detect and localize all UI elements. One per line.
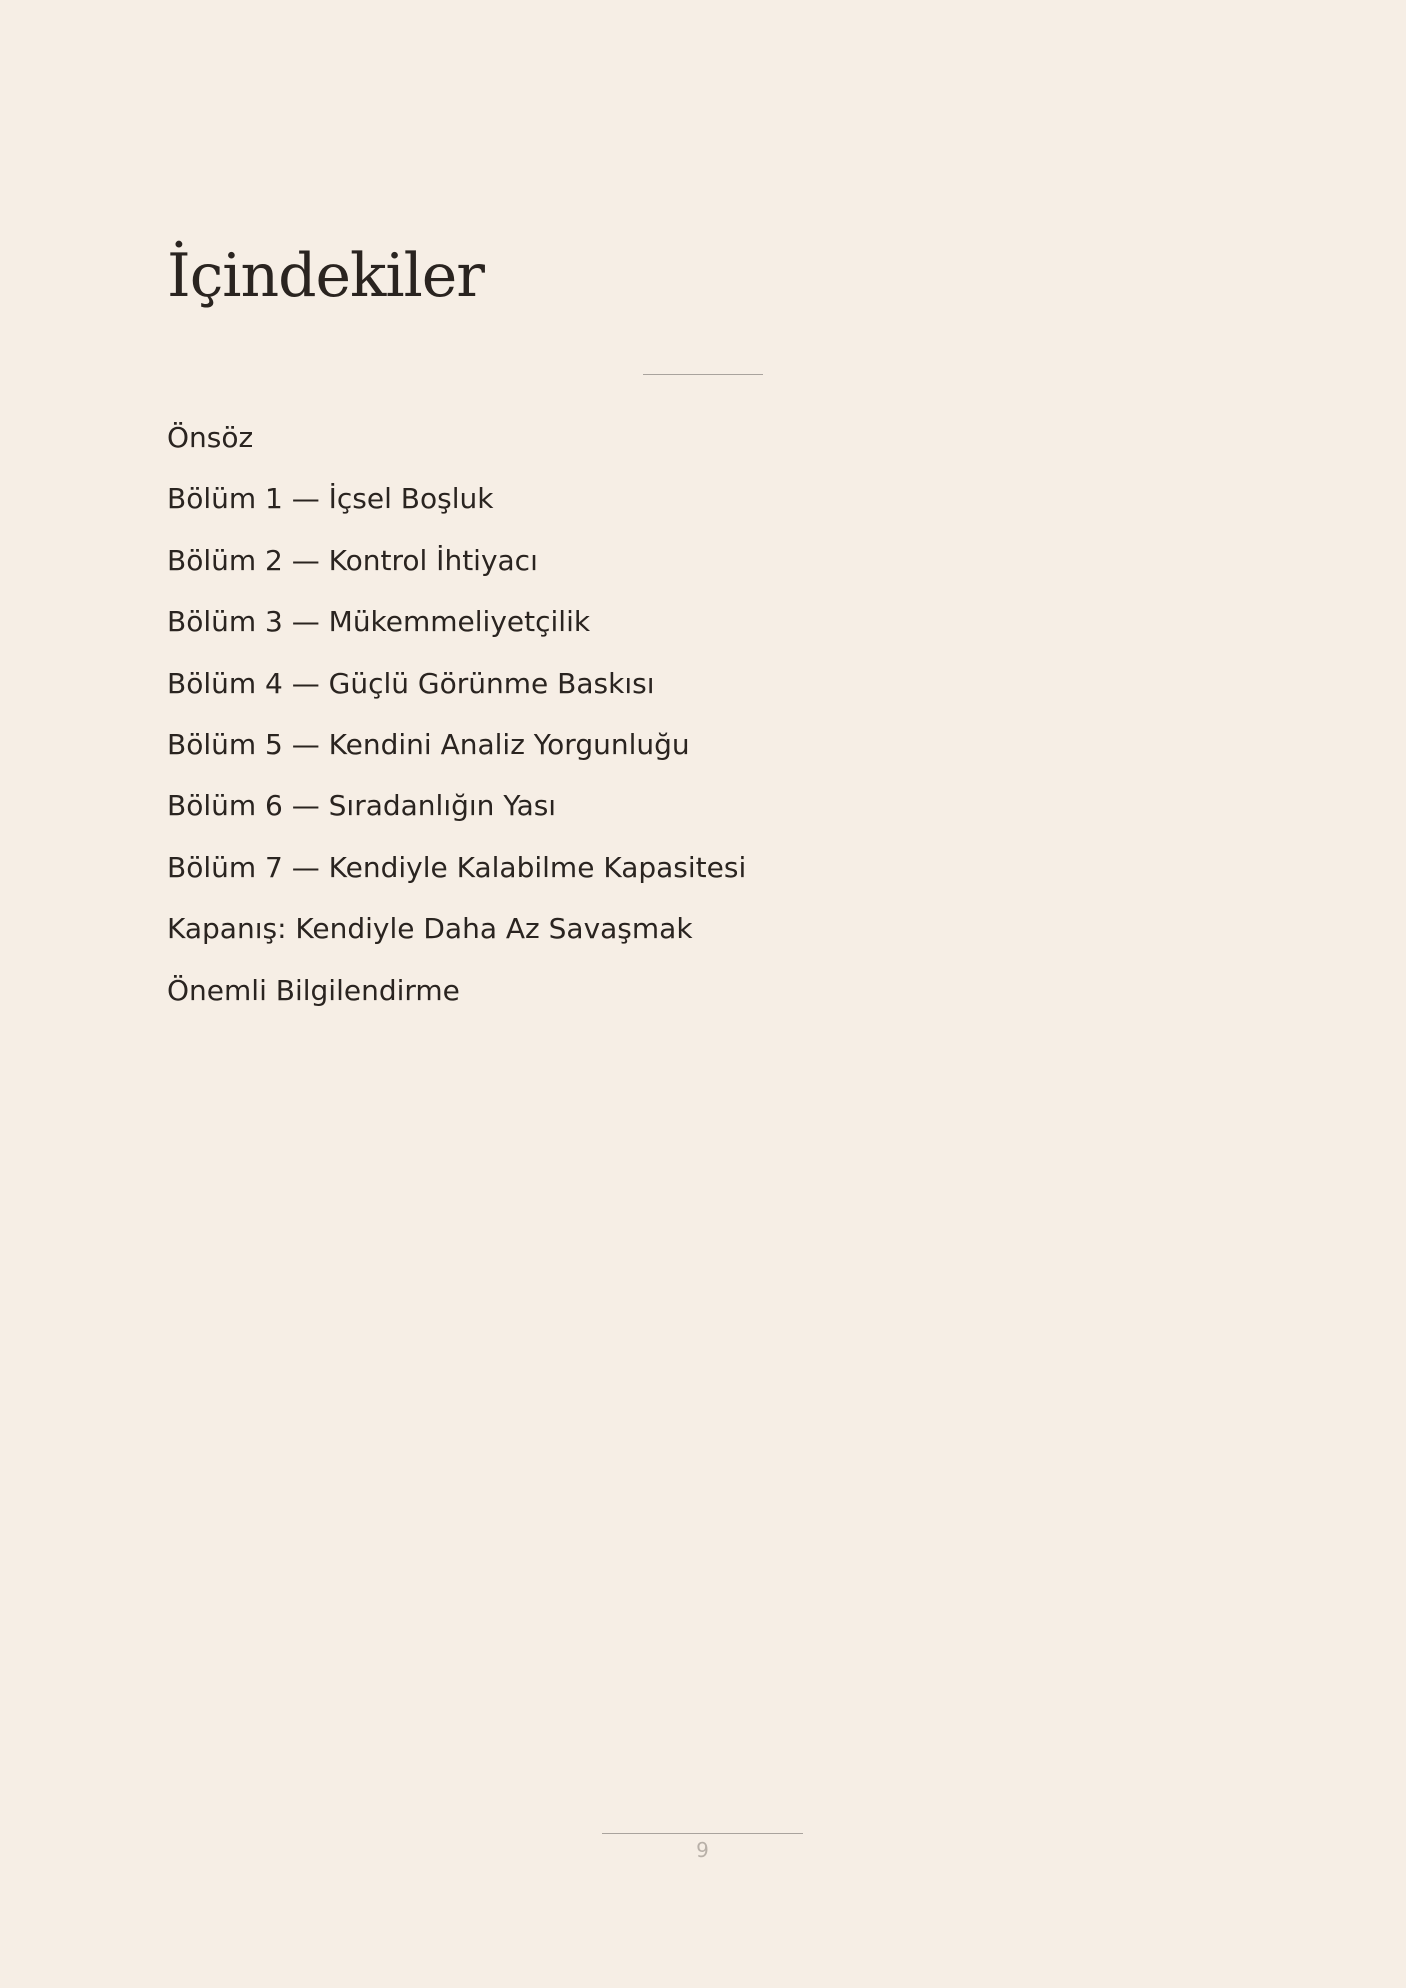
title-divider — [643, 374, 763, 375]
toc-item-chapter-7[interactable]: Bölüm 7 — Kendiyle Kalabilme Kapasitesi — [167, 850, 747, 884]
toc-item-closing[interactable]: Kapanış: Kendiyle Daha Az Savaşmak — [167, 912, 693, 946]
toc-item-important-notice[interactable]: Önemli Bilgilendirme — [167, 973, 460, 1007]
table-of-contents — [167, 420, 746, 1034]
toc-item-chapter-1[interactable]: Bölüm 1 — İçsel Boşluk — [167, 482, 494, 516]
toc-item-preface[interactable]: Önsöz — [167, 421, 254, 454]
footer-divider — [602, 1833, 803, 1834]
toc-item-chapter-4[interactable]: Bölüm 4 — Güçlü Görünme Baskısı — [167, 666, 655, 700]
page-number: 9 — [696, 1838, 709, 1862]
toc-item-chapter-3[interactable]: Bölüm 3 — Mükemmeliyetçilik — [167, 605, 591, 639]
toc-item-chapter-6[interactable]: Bölüm 6 — Sıradanlığın Yası — [167, 789, 557, 823]
page-title: İçindekiler — [167, 241, 484, 311]
toc-item-chapter-2[interactable]: Bölüm 2 — Kontrol İhtiyacı — [167, 543, 538, 577]
toc-item-chapter-5[interactable]: Bölüm 5 — Kendini Analiz Yorgunluğu — [167, 727, 690, 761]
